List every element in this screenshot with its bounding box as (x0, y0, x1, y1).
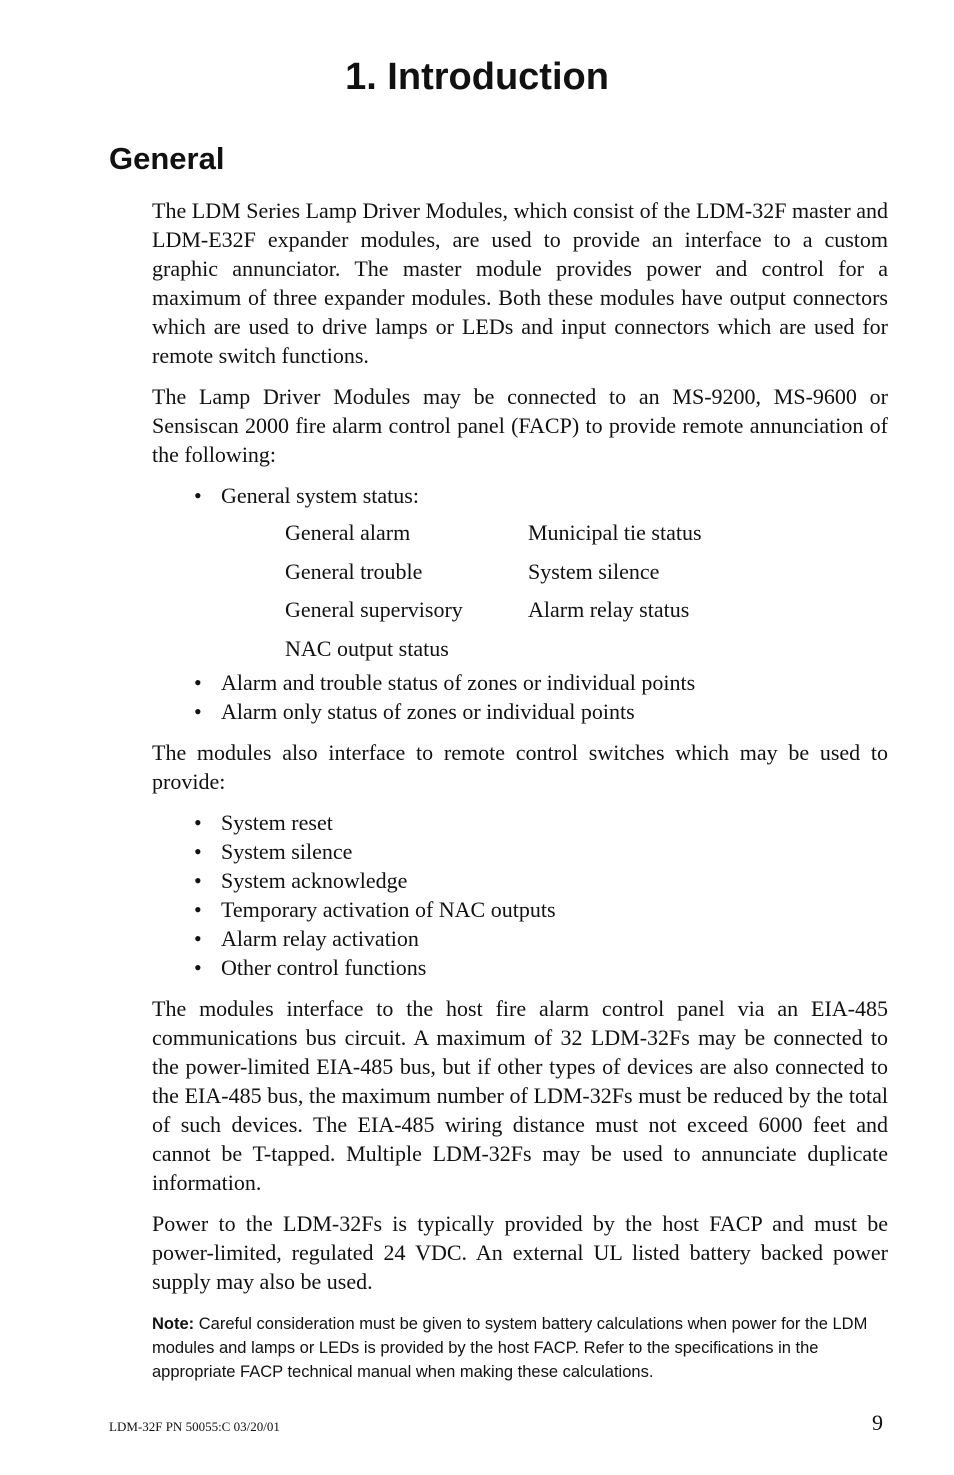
list-item-text: Alarm only status of zones or individual points (221, 699, 635, 724)
status-item: General supervisory (285, 597, 463, 622)
status-item: General alarm (285, 520, 411, 545)
status-item: Municipal tie status (528, 520, 702, 545)
status-item: NAC output status (285, 635, 449, 661)
status-grid (285, 514, 888, 668)
bullet: • (194, 868, 202, 893)
paragraph-power: Power to the LDM-32Fs is typically provided by the host FACP and must be power-limited, regulated 24 VDC. An external UL listed battery backed power supply may also be used. (152, 1211, 888, 1294)
bullet: • (194, 897, 202, 922)
section-title: General (109, 141, 225, 176)
status-item: General trouble (285, 558, 423, 584)
list-item-text: Alarm relay activation (221, 926, 419, 951)
list-item (194, 866, 888, 895)
annunciation-list (152, 481, 888, 726)
list-item (194, 668, 888, 697)
paragraph-overview: The LDM Series Lamp Driver Modules, which consist of the LDM-32F master and LDM-E32F expander modules, are used to provide an interface to a custom graphic annunciator. The master module provides power and control for a maximum of three expander modules. Both these modules have output connectors which are used to drive lamps or LEDs and input connectors which are used for remote switch functions. (152, 198, 888, 368)
status-item: Alarm relay status (528, 597, 690, 622)
list-item-text: System silence (221, 839, 353, 864)
bullet: • (194, 670, 202, 695)
note-text: Careful consideration must be given to system battery calculations when power for the LDM modules and lamps or LEDs is provided by the host FACP. Refer to the specifications in the appropriate FACP technical manual when making these calculations. (152, 1315, 868, 1381)
list-item (194, 837, 888, 866)
list-item (194, 953, 888, 982)
bullet: • (194, 839, 202, 864)
list-item-text: General system status: (221, 483, 419, 508)
list-item (194, 924, 888, 953)
paragraph-remote-switches: The modules also interface to remote control switches which may be used to provide: (152, 740, 888, 794)
bullet: • (194, 810, 202, 835)
note-block (152, 1312, 888, 1384)
list-item (194, 808, 888, 837)
paragraph-facp-connection: The Lamp Driver Modules may be connected to an MS-9200, MS-9600 or Sensiscan 2000 fire alarm control panel (FACP) to provide remote annunciation of the following: (152, 384, 888, 467)
status-item: System silence (528, 558, 660, 584)
paragraph-eia485-bus: The modules interface to the host fire alarm control panel via an EIA-485 communications bus circuit. A maximum of 32 LDM-32Fs may be connected to the power-limited EIA-485 bus, but if other types of devices are also connected to the EIA-485 bus, the maximum number of LDM-32Fs must be reduced by the total of such devices. The EIA-485 wiring distance must not exceed 6000 feet and cannot be T-tapped. Multiple LDM-32Fs may be used to annunciate duplicate information. (152, 996, 888, 1195)
bullet: • (194, 483, 202, 508)
control-list (152, 808, 888, 982)
footer-doc-id: LDM-32F PN 50055:C 03/20/01 (109, 1419, 280, 1434)
list-item-text: System reset (221, 810, 333, 835)
section-body (152, 196, 888, 1384)
list-item-text: Other control functions (221, 955, 427, 980)
list-item-text: System acknowledge (221, 868, 408, 893)
list-item-text: Alarm and trouble status of zones or individual points (221, 670, 696, 695)
bullet: • (194, 926, 202, 951)
bullet: • (194, 699, 202, 724)
bullet: • (194, 955, 202, 980)
list-item (194, 481, 888, 668)
note-label: Note: (152, 1315, 195, 1333)
chapter-title: 1. Introduction (345, 56, 609, 98)
list-item (194, 895, 888, 924)
list-item (194, 697, 888, 726)
list-item-text: Temporary activation of NAC outputs (221, 897, 556, 922)
page-number: 9 (872, 1410, 883, 1435)
